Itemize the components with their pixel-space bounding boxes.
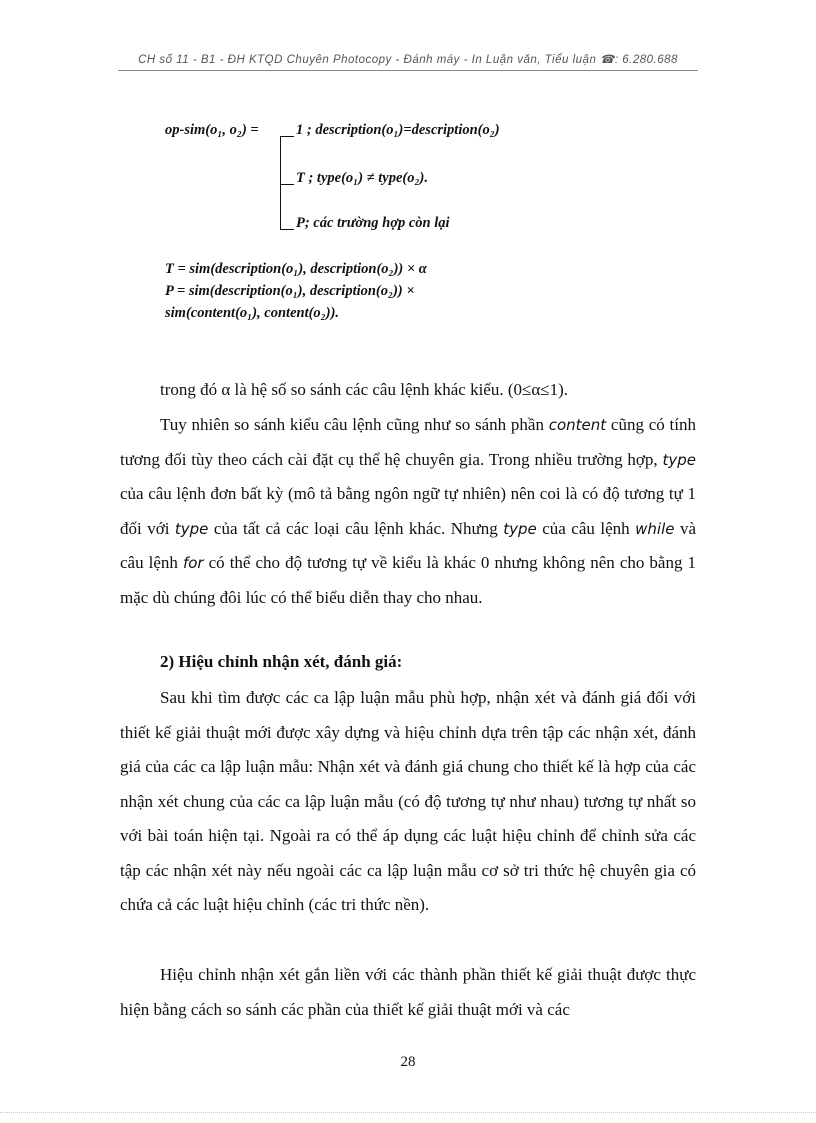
page-header: CH số 11 - B1 - ĐH KTQD Chuyên Photocopy - Đánh máy - In Luận văn, Tiểu luận ☎: 6.280.688 (118, 52, 698, 71)
formula-case-3: P; các trường hợp còn lại (296, 215, 450, 231)
paragraph-adjust-comments: Sau khi tìm được các ca lập luận mẫu phù hợp, nhận xét và đánh giá đối với thiết kế giải thuật mới được xây dựng và hiệu chỉnh dựa trên tập các nhận xét, đánh giá của các ca lập luận mẫu: Nhận xét và đánh giá chung cho thiết kế là hợp của các nhận xét chung của các ca lập luận mẫu (có độ tương tự như nhau) tương tự nhất so với bài toán hiện tại. Ngoài ra có thể áp dụng các luật hiệu chỉnh để chỉnh sửa các tập các nhận xét này nếu ngoài các ca lập luận mẫu cơ sở tri thức hệ chuyên gia có chứa cả các luật hiệu chỉnh (các tri thức nền). (120, 688, 696, 914)
formula-case-2: T ; type(o₁) ≠ type(o₂). (296, 170, 428, 186)
formula-def-p-line1: P = sim(description(o₁), description(o₂)) × (165, 283, 415, 299)
bracket-tick-2 (280, 184, 294, 185)
paragraph-adjust-components: Hiệu chỉnh nhận xét gắn liền với các thành phần thiết kế giải thuật được thực hiện bằng cách so sánh các phần của thiết kế giải thuật mới và các (120, 965, 696, 1019)
formula-def-p-line2: sim(content(o₁), content(o₂)). (165, 305, 340, 321)
bracket-tick-1 (280, 136, 294, 137)
formula-lhs: op-sim(o₁, o₂) = (165, 122, 259, 138)
page-number: 28 (400, 1054, 416, 1070)
paragraph-type-similarity: Tuy nhiên so sánh kiểu câu lệnh cũng như so sánh phần content cũng có tính tương đối tùy theo cách cài đặt cụ thể hệ chuyên gia. Trong nhiều trường hợp, type của câu lệnh đơn bất kỳ (mô tả bằng ngôn ngữ tự nhiên) nên coi là có độ tương tự 1 đối với type của tất cả các loại câu lệnh khác. Nhưng type của câu lệnh while và câu lệnh for có thể cho độ tương tự về kiểu là khác 0 nhưng không nên cho bằng 1 mặc dù chúng đôi lúc có thể biểu diễn thay cho nhau. (120, 415, 697, 607)
bracket-tick-3 (280, 229, 294, 230)
formula-case-1: 1 ; description(o₁)=description(o₂) (296, 122, 500, 138)
page-bottom-divider (0, 1112, 816, 1113)
section-heading: 2) Hiệu chỉnh nhận xét, đánh giá: (160, 652, 403, 671)
paragraph-alpha: trong đó α là hệ số so sánh các câu lệnh khác kiểu. (0≤α≤1). (160, 380, 568, 399)
case-bracket (280, 137, 281, 229)
formula-def-t: T = sim(description(o₁), description(o₂)) × α (165, 261, 427, 277)
